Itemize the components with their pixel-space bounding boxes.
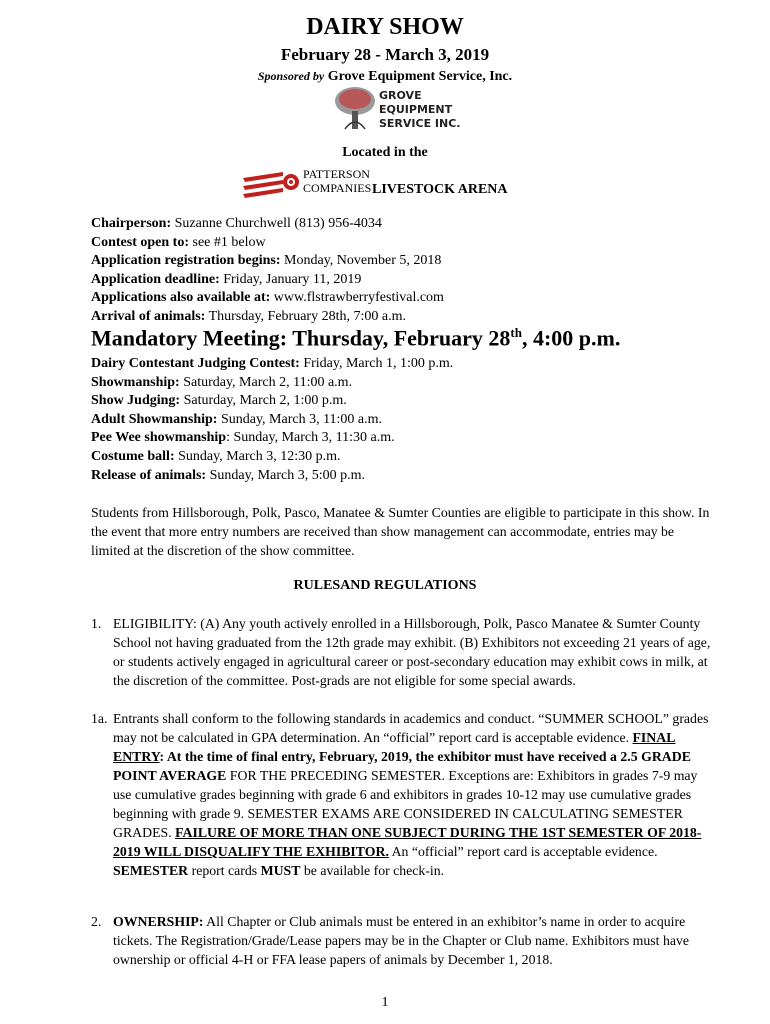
page-title: DAIRY SHOW — [306, 14, 464, 40]
rule-eligibility — [91, 614, 711, 690]
grove-tree-icon — [335, 87, 375, 129]
rule-ownership — [91, 912, 711, 969]
patterson-logo-line1: PATTERSON — [303, 167, 370, 181]
schedule-line: Dairy Contestant Judging Contest: Friday, March 1, 1:00 p.m. — [91, 356, 454, 371]
schedule-line: Show Judging: Saturday, March 2, 1:00 p.m. — [91, 393, 347, 409]
event-dates: February 28 - March 3, 2019 — [280, 45, 490, 64]
arena-name: LIVESTOCK ARENA — [372, 182, 508, 197]
located-in-label: Located in the — [342, 145, 428, 160]
rule-number: 2. — [91, 914, 102, 929]
rule-academics: 1a. Entrants shall conform to the following standards in academics and conduct. “SUMMER SCHOOL” grades may not be calculated in GPA determination. An “official” report card is acceptable evidence. FINAL ENTRY: At the time of final entry, February, 2019, the exhibitor must have received a 2.5 GRADE POINT AVERAGE FOR THE PRECEDING SEMESTER. Exceptions are: Exhibitors in grades 7-9 may use cumulative grades beginning with grade 6 and exhibitors in grades 10-12 may use cumulative grades beginning with grade 9. SEMESTER EXAMS ARE CONSIDERED IN CALCULATING SEMESTER GRADES. FAILURE OF MORE THAN ONE SUBJECT DURING THE 1ST SEMESTER OF 2018-2019 WILL DISQUALIFY THE EXHIBITOR. An “official” report card is acceptable evidence. SEMESTER report cards MUST be available for check-in. — [91, 711, 709, 878]
info-line: Chairperson: Suzanne Churchwell (813) 956-4034 — [91, 216, 382, 231]
schedule-line: Adult Showmanship: Sunday, March 3, 11:00 a.m. — [91, 411, 383, 427]
grove-logo-line1: GROVE — [379, 89, 422, 102]
rule-text: ELIGIBILITY: (A) Any youth actively enrolled in a Hillsborough, Polk, Pasco Manatee & Sumter County School not having graduated from the 12th grade may exhibit. (B) Exhibitors not exceeding 21 years of age, or students actively engaged in agricultural career or post-secondary education may exhibit cows in milk, at the discretion of the committee. Post-grads are not eligible for some special awards. — [113, 616, 711, 688]
mandatory-meeting-heading: Mandatory Meeting: Thursday, February 28th, 4:00 p.m. — [91, 325, 621, 351]
info-line: Application deadline: Friday, January 11, 2019 — [91, 271, 362, 287]
sponsor-line — [0, 69, 770, 85]
rule-text: All Chapter or Club animals must be entered in an exhibitor’s name in order to acquire tickets. The Registration/Grade/Lease papers may be in the Chapter or Club name. Exhibitors must have ownership or official 4-H or FFA lease papers of animals by December 1, 2018. — [113, 914, 689, 967]
info-line: Arrival of animals: Thursday, February 28th, 7:00 a.m. — [91, 308, 406, 324]
schedule-line: Costume ball: Sunday, March 3, 12:30 p.m. — [91, 448, 341, 464]
info-line: Contest open to: see #1 below — [91, 234, 266, 250]
sponsored-by-label: Sponsored by — [257, 69, 325, 83]
sponsor-name: Grove Equipment Service, Inc. — [327, 69, 513, 84]
rules-heading: RULESAND REGULATIONS — [293, 578, 477, 593]
event-schedule — [91, 355, 711, 485]
info-line: Application registration begins: Monday, November 5, 2018 — [91, 253, 442, 269]
final-entry-label: FINAL ENTRY — [113, 730, 676, 764]
patterson-logo-line2: COMPANIES — [303, 181, 372, 195]
rule-text: Entrants shall conform to the following standards in academics and conduct. “SUMMER SCHOOL” grades may not be calculated in GPA determination. An “official” report card is acceptable evidence. — [113, 711, 709, 745]
rule-number: 1. — [91, 616, 102, 631]
failure-warning: FAILURE OF MORE THAN ONE SUBJECT DURING THE 1ST SEMESTER OF 2018-2019 WILL DISQUALIFY THE EXHIBITOR. — [113, 825, 702, 859]
grove-logo-line2: EQUIPMENT — [379, 103, 453, 116]
schedule-line: Pee Wee showmanship: Sunday, March 3, 11:30 a.m. — [91, 430, 395, 446]
contact-info — [91, 215, 711, 327]
rule-number: 1a. — [91, 711, 108, 726]
rule-label: OWNERSHIP: — [113, 914, 204, 929]
info-line: Applications also available at: www.flstrawberryfestival.com — [91, 290, 444, 306]
schedule-line: Showmanship: Saturday, March 2, 11:00 a.m. — [91, 374, 353, 390]
patterson-arena-line — [243, 166, 543, 198]
grove-logo-line3: SERVICE INC. — [379, 117, 461, 130]
page-number: 1 — [381, 995, 389, 1010]
intro-paragraph: Students from Hillsborough, Polk, Pasco, Manatee & Sumter Counties are eligible to participate in this show. In the event that more entry numbers are received than show management can accommodate, entries may be limited at the discretion of the show committee. — [91, 505, 710, 558]
grove-equipment-logo — [333, 85, 463, 133]
schedule-line: Release of animals: Sunday, March 3, 5:00 p.m. — [91, 467, 366, 483]
